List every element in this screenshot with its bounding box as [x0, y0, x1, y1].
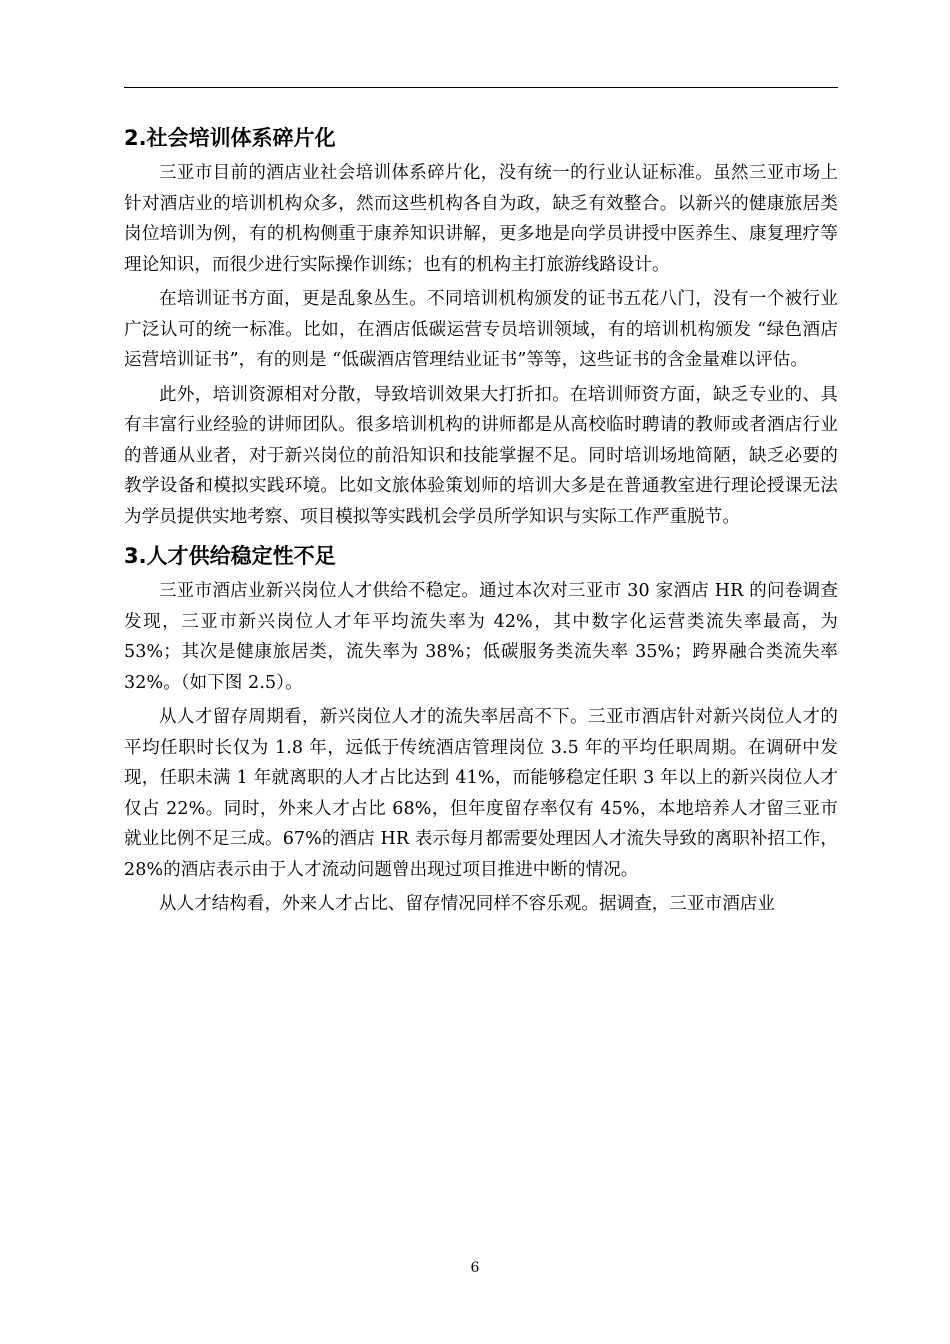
section-heading-3: 3.人才供给稳定性不足: [124, 544, 336, 568]
page-number: 6: [470, 1260, 480, 1276]
paragraph: 在培训证书方面，更是乱象丛生。不同培训机构颁发的证书五花八门，没有一个被行业广泛认可的统一标准。比如，在酒店低碳运营专员培训领域，有的培训机构颁发 “绿色酒店运营培训证书”，有的则是 “低碳酒店管理结业证书”等等，这些证书的含金量难以评估。: [124, 289, 838, 370]
paragraph: 从人才留存周期看，新兴岗位人才的流失率居高不下。三亚市酒店针对新兴岗位人才的平均任职时长仅为 1.8 年，远低于传统酒店管理岗位 3.5 年的平均任职周期。在调研中发现，任职未满 1 年就离职的人才占比达到 41%，而能够稳定任职 3 年以上的新兴岗位人才仅占 22%。同时，外来人才占比 68%，但年度留存率仅有 45%，本地培养人才留三亚市就业比例不足三成。67%的酒店 HR 表示每月都需要处理因人才流失导致的离职补招工作，28%的酒店表示由于人才流动问题曾出现过项目推进中断的情况。: [124, 707, 838, 880]
paragraph: 此外，培训资源相对分散，导致培训效果大打折扣。在培训师资方面，缺乏专业的、具有丰富行业经验的讲师团队。很多培训机构的讲师都是从高校临时聘请的教师或者酒店行业的普通从业者，对于新兴岗位的前沿知识和技能掌握不足。同时培训场地简陋，缺乏必要的教学设备和模拟实践环境。比如文旅体验策划师的培训大多是在普通教室进行理论授课无法为学员提供实地考察、项目模拟等实践机会学员所学知识与实际工作严重脱节。: [124, 384, 838, 527]
paragraph: 从人才结构看，外来人才占比、留存情况同样不容乐观。据调查，三亚市酒店业: [159, 894, 775, 914]
document-body: [124, 118, 838, 924]
section-heading-2: 2.社会培训体系碎片化: [124, 126, 336, 150]
paragraph: 三亚市酒店业新兴岗位人才供给不稳定。通过本次对三亚市 30 家酒店 HR 的问卷调查发现，三亚市新兴岗位人才年平均流失率为 42%，其中数字化运营类流失率最高，为 53%；其次是健康旅居类，流失率为 38%；低碳服务类流失率 35%；跨界融合类流失率 32%。（如下图 2.5）。: [124, 581, 838, 693]
paragraph: 三亚市目前的酒店业社会培训体系碎片化，没有统一的行业认证标准。虽然三亚市场上针对酒店业的培训机构众多，然而这些机构各自为政，缺乏有效整合。以新兴的健康旅居类岗位培训为例，有的机构侧重于康养知识讲解，更多地是向学员讲授中医养生、康复理疗等理论知识，而很少进行实际操作训练；也有的机构主打旅游线路设计。: [124, 163, 838, 275]
header-rule: [124, 87, 838, 88]
